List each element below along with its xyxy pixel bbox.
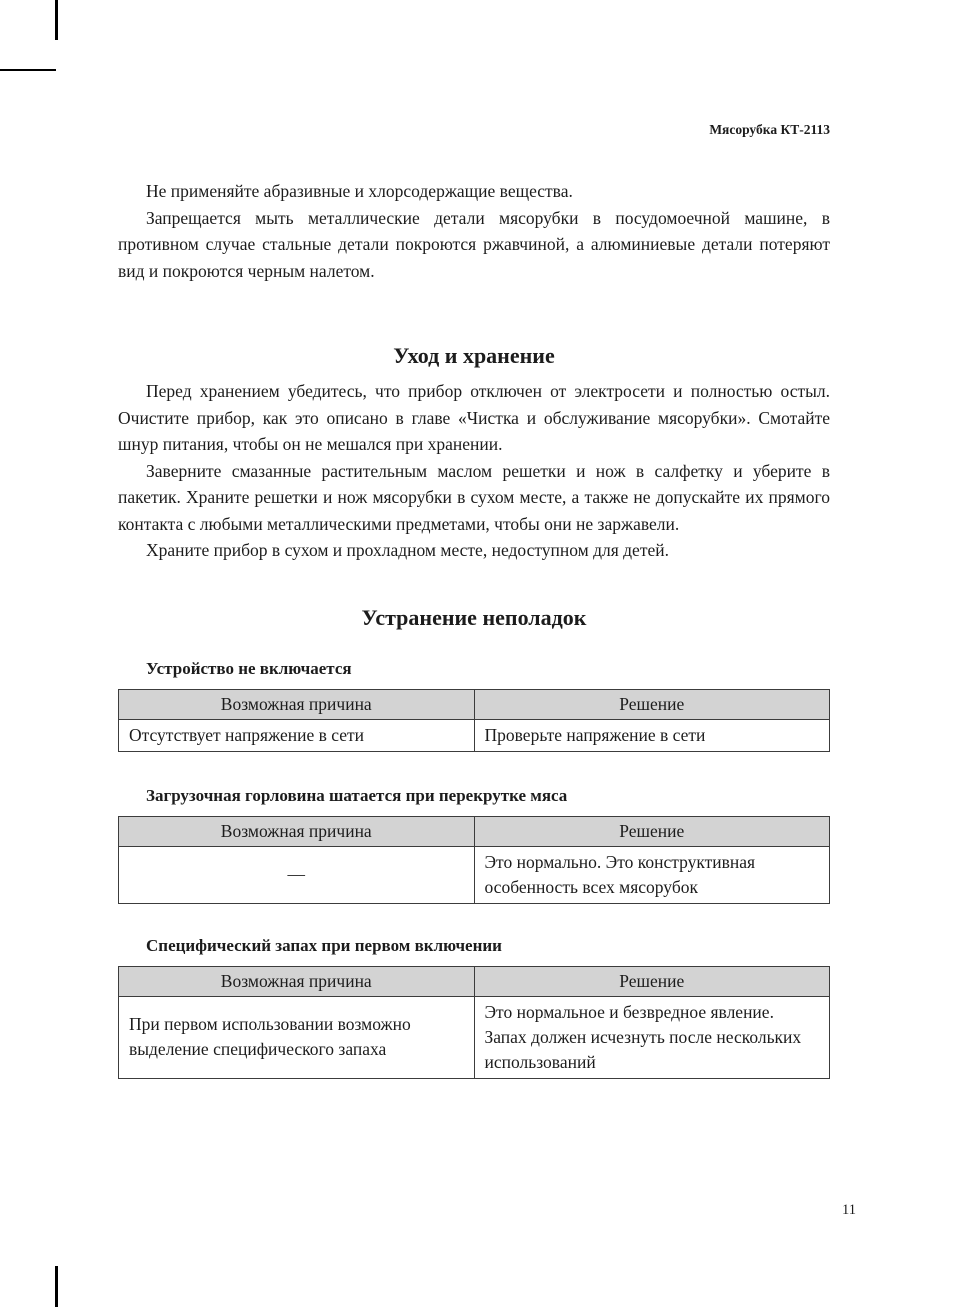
care-paragraph-2: Заверните смазанные растительным маслом решетки и нож в салфетку и уберите в пакетик. Храните решетки и нож мясорубки в сухом месте, а также не допускайте их прямого контакта с любыми металлическими предметами, чтобы они не заржавели.	[118, 460, 830, 534]
table-header-row	[119, 816, 830, 846]
care-section-title: Уход и хранение	[393, 343, 555, 368]
table-row	[119, 846, 830, 903]
cause-cell: Отсутствует напряжение в сети	[119, 719, 475, 751]
care-paragraph-3: Храните прибор в сухом и прохладном месте, недоступном для детей.	[146, 540, 669, 560]
cause-cell: —	[119, 846, 475, 903]
solution-cell: Проверьте напряжение в сети	[474, 719, 830, 751]
crop-mark-top-vertical	[55, 0, 58, 40]
troubleshooting-table	[118, 816, 830, 904]
column-header-cause: Возможная причина	[119, 816, 475, 846]
troubleshooting-table	[118, 966, 830, 1079]
troubleshooting-subtitle: Загрузочная горловина шатается при перекрутке мяса	[146, 785, 568, 805]
troubleshooting-block-smell-first-use	[118, 935, 830, 1079]
troubleshooting-block-neck-wobbles	[118, 785, 830, 904]
troubleshooting-section-title: Устранение неполадок	[361, 604, 587, 630]
care-paragraph-1: Перед хранением убедитесь, что прибор отключен от электросети и полностью остыл. Очистите прибор, как это описано в главе «Чистка и обслуживание мясорубки». Смотайте шнур питания, чтобы он не мешался при хранении.	[118, 381, 830, 454]
intro-paragraph-2: Запрещается мыть металлические детали мясорубки в посудомоечной машине, в противном случае стальные детали покроются ржавчиной, а алюминиевые детали потеряют вид и покроются черным налетом.	[118, 207, 830, 281]
table-header-row	[119, 966, 830, 996]
intro-paragraph-1: Не применяйте абразивные и хлорсодержащие вещества.	[146, 181, 573, 201]
care-section-body	[118, 378, 830, 564]
troubleshooting-table	[118, 689, 830, 752]
page-content	[118, 0, 830, 1079]
page-number: 11	[842, 1202, 856, 1218]
solution-cell: Это нормальное и безвредное явление. Запах должен исчезнуть после нескольких использований	[474, 996, 830, 1078]
column-header-solution: Решение	[474, 689, 830, 719]
document-header: Мясорубка КТ-2113	[709, 122, 830, 137]
troubleshooting-block-device-not-on	[118, 658, 830, 752]
table-row	[119, 719, 830, 751]
solution-cell: Это нормально. Это конструктивная особенность всех мясорубок	[474, 846, 830, 903]
troubleshooting-subtitle: Специфический запах при первом включении	[146, 935, 502, 955]
table-header-row	[119, 689, 830, 719]
table-row	[119, 996, 830, 1078]
cause-cell: При первом использовании возможно выделение специфического запаха	[119, 996, 475, 1078]
intro-section	[118, 178, 830, 284]
column-header-cause: Возможная причина	[119, 689, 475, 719]
column-header-cause: Возможная причина	[119, 966, 475, 996]
column-header-solution: Решение	[474, 816, 830, 846]
crop-mark-top-horizontal	[0, 69, 56, 71]
crop-mark-bottom-vertical	[55, 1266, 58, 1307]
troubleshooting-subtitle: Устройство не включается	[146, 658, 352, 678]
column-header-solution: Решение	[474, 966, 830, 996]
